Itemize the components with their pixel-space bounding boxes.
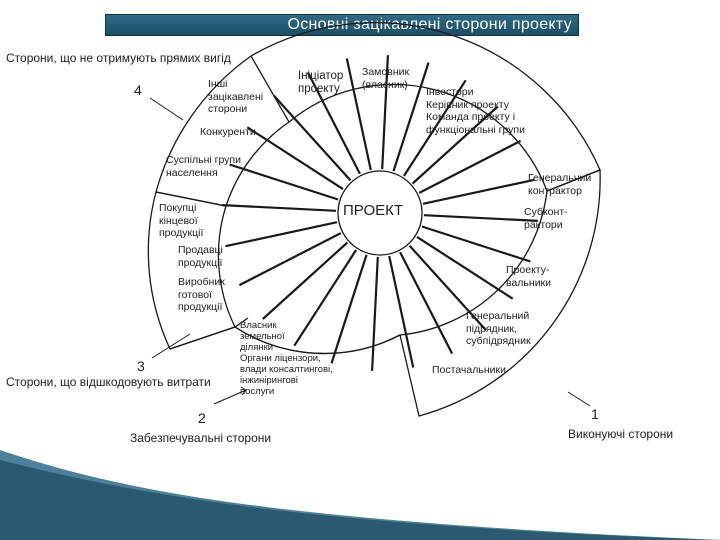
label-line: Субконт- xyxy=(524,206,568,218)
stakeholder-competitors xyxy=(200,126,256,139)
stakeholder-initiator xyxy=(298,70,343,96)
group-number-4: 4 xyxy=(134,82,142,98)
stakeholder-manufacturer xyxy=(178,276,225,314)
label-line: Власник xyxy=(240,320,277,331)
label-line: Команда проекту і xyxy=(426,111,516,123)
caption-executing: Виконуючі сторони xyxy=(568,427,674,441)
label-line: сторони xyxy=(208,103,248,115)
label-line: продукції xyxy=(178,301,223,313)
label-line: населення xyxy=(166,166,218,179)
caption-reimbursing: Сторони, що відшкодовують витрати xyxy=(6,375,211,389)
label-line: рактори xyxy=(524,218,563,231)
stakeholder-sellers xyxy=(178,244,223,269)
stakeholder-subcontractors xyxy=(524,206,568,231)
caption-supporting: Забезпечувальні сторони xyxy=(130,431,272,445)
label-line: Конкуренти xyxy=(200,126,256,138)
stakeholder-general-subcontractor xyxy=(466,310,531,348)
stakeholder-customer xyxy=(362,66,409,91)
stakeholder-others xyxy=(208,78,263,116)
pointer-1 xyxy=(568,392,590,406)
label-line: контрактор xyxy=(528,184,582,197)
label-line: земельної xyxy=(240,331,285,342)
label-line: продукції xyxy=(159,227,204,239)
label-line: Виробник xyxy=(178,276,225,288)
spoke xyxy=(372,257,378,371)
label-line: Замовник xyxy=(362,66,410,78)
stakeholder-public-groups xyxy=(166,154,241,179)
label-line: Проекту- xyxy=(506,264,550,276)
label-line: вальники xyxy=(506,276,552,289)
label-line: (власник) xyxy=(362,78,408,91)
spoke xyxy=(230,165,339,200)
spoke xyxy=(417,237,513,299)
project-label: ПРОЕКТ xyxy=(343,202,404,219)
ring-segment-right xyxy=(400,170,600,416)
label-line: ділянки xyxy=(240,342,274,353)
label-line: готової xyxy=(178,288,212,301)
stakeholder-general-contractor xyxy=(528,172,591,197)
group-number-2: 2 xyxy=(198,410,206,426)
label-line: продукції xyxy=(178,256,223,269)
spoke xyxy=(332,255,367,364)
label-line: Інвестори xyxy=(426,86,474,98)
label-line: підрядник, xyxy=(466,322,517,335)
label-line: функціональні групи xyxy=(426,123,525,136)
label-line: Ініціатор xyxy=(298,70,344,82)
spoke xyxy=(222,205,336,211)
stakeholder-designers xyxy=(506,264,551,289)
label-line: влади консалтингові, xyxy=(240,364,333,375)
label-line: Покупці xyxy=(159,202,197,214)
label-line: Генеральний xyxy=(466,310,530,322)
caption-no-direct-benefit: Сторони, що не отримують прямих вигід xyxy=(6,51,231,65)
corner-decoration xyxy=(0,450,720,540)
spoke xyxy=(247,127,343,189)
label-line: інжинірингові xyxy=(240,375,298,386)
pointer-4 xyxy=(150,98,183,120)
group-number-1: 1 xyxy=(591,406,599,422)
pointer-3 xyxy=(152,334,190,358)
group-number-3: 3 xyxy=(137,358,145,374)
label-line: Постачальники xyxy=(432,364,506,376)
slide-title: Основні зацікавлені сторони проекту xyxy=(287,16,572,33)
label-line: послуги xyxy=(240,386,275,397)
label-line: кінцевої xyxy=(159,214,198,227)
label-line: зацікавлені xyxy=(208,90,264,103)
stakeholder-investors xyxy=(426,86,525,136)
stakeholder-land-owner xyxy=(240,320,333,397)
label-line: Суспільні групи xyxy=(166,154,241,166)
label-line: Генеральний xyxy=(528,172,592,184)
stakeholder-suppliers xyxy=(432,364,506,377)
label-line: проекту xyxy=(298,83,340,95)
label-line: субпідрядник xyxy=(466,335,531,347)
spoke xyxy=(422,227,531,262)
spoke xyxy=(263,243,348,320)
label-line: Інші xyxy=(208,78,228,90)
label-line: Продавці xyxy=(178,244,223,256)
spoke xyxy=(424,215,538,221)
label-line: Керівник проекту xyxy=(426,98,509,111)
spoke xyxy=(274,96,351,181)
stakeholder-buyers xyxy=(159,202,203,240)
label-line: Органи ліцензори, xyxy=(240,353,321,364)
